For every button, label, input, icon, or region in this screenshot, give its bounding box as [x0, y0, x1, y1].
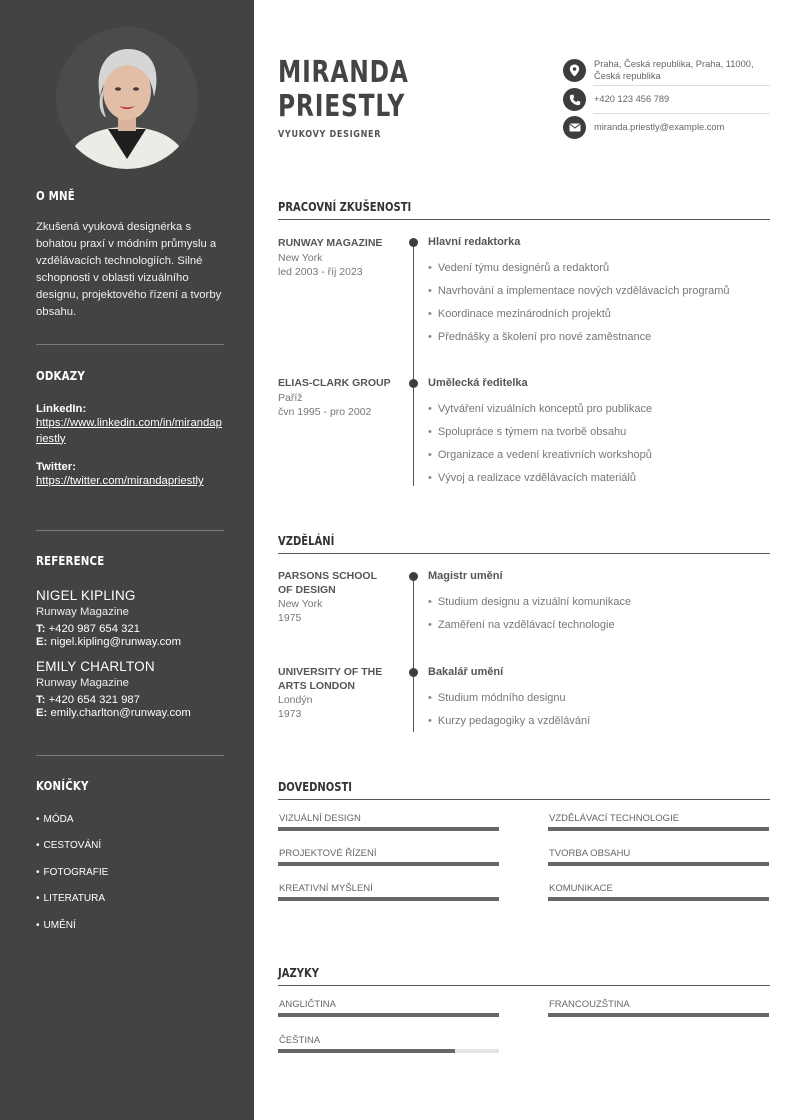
contact-email — [563, 116, 770, 139]
skill-bar-fill — [278, 862, 499, 866]
skill-bar-fill — [548, 897, 769, 901]
phone-label: T: — [36, 623, 46, 635]
hobby-item: • LITERATURA — [36, 893, 106, 905]
responsibility-list — [428, 397, 652, 490]
language-item — [278, 1035, 499, 1053]
hobby-item: • FOTOGRAFIE — [36, 866, 109, 878]
profile-photo — [56, 27, 198, 169]
list-item: • Vytváření vizuálních konceptů pro publikace — [428, 397, 652, 420]
language-item — [278, 999, 499, 1017]
skill-item — [548, 883, 769, 901]
skill-bar-fill — [548, 862, 769, 866]
linkedin-link[interactable]: https://www.linkedin.com/in/mirandapriestly — [36, 417, 222, 445]
school-name: UNIVERSITY OF THE ARTS LONDON — [278, 666, 383, 692]
hobbies-section — [36, 778, 224, 939]
skill-bar-fill — [548, 827, 769, 831]
contact-divider — [593, 85, 770, 86]
contact-phone — [563, 88, 770, 111]
experience-title: PRACOVNÍ ZKUŠENOSTI — [278, 199, 412, 214]
timeline-dot — [409, 572, 418, 581]
links-section — [36, 368, 224, 490]
responsibility-list — [428, 256, 730, 349]
education-org — [278, 570, 398, 625]
languages-title: JAZYKY — [278, 965, 319, 980]
reference-company: Runway Magazine — [36, 606, 129, 618]
org-dates: čvn 1995 - pro 2002 — [278, 405, 372, 418]
skill-bar — [548, 827, 769, 831]
degree-title: Magistr umění — [428, 570, 503, 582]
org-location: New York — [278, 251, 323, 264]
reference-item — [36, 659, 224, 719]
school-location: New York — [278, 598, 323, 610]
school-year: 1973 — [278, 708, 302, 720]
language-item — [548, 999, 769, 1017]
skill-label: KREATIVNÍ MYŠLENÍ — [279, 883, 373, 894]
twitter-link[interactable]: https://twitter.com/mirandapriestly — [36, 475, 204, 487]
org-location: Paříž — [278, 391, 303, 404]
school-location: Londýn — [278, 694, 313, 706]
skill-bar — [548, 862, 769, 866]
study-list — [428, 590, 631, 636]
reference-email: emily.charlton@runway.com — [50, 707, 191, 719]
skill-bar — [278, 897, 499, 901]
skill-item — [278, 813, 499, 831]
sidebar — [0, 0, 254, 1120]
about-section — [36, 188, 224, 321]
education-org — [278, 666, 398, 721]
skill-label: TVORBA OBSAHU — [549, 848, 631, 859]
language-bar — [548, 1013, 769, 1017]
list-item: • Přednášky a školení pro nové zaměstnance — [428, 326, 730, 349]
reference-phone: +420 654 321 987 — [48, 694, 140, 706]
twitter-label: Twitter: — [36, 461, 76, 473]
email-text: miranda.priestly@example.com — [594, 122, 725, 132]
study-list — [428, 686, 590, 732]
reference-name: NIGEL KIPLING — [36, 588, 136, 603]
position-title: Hlavní redaktorka — [428, 236, 521, 248]
skill-bar — [278, 862, 499, 866]
list-item: • Navrhování a implementace nových vzdělávacích programů — [428, 279, 730, 302]
language-label: ČEŠTINA — [279, 1035, 321, 1046]
envelope-icon — [563, 116, 586, 139]
hobby-item: • CESTOVÁNÍ — [36, 840, 102, 852]
list-item: • Vývoj a realizace vzdělávacích materiálů — [428, 467, 652, 490]
person-name — [278, 56, 409, 124]
timeline-line — [413, 242, 414, 486]
skill-label: KOMUNIKACE — [549, 883, 613, 894]
linkedin-label: LinkedIn: — [36, 403, 87, 415]
reference-name: EMILY CHARLTON — [36, 659, 155, 674]
section-divider — [278, 219, 770, 220]
skill-item — [278, 883, 499, 901]
about-title: O MNĚ — [36, 188, 75, 203]
skill-bar-fill — [278, 827, 499, 831]
hobby-item: • MÓDA — [36, 813, 74, 825]
language-bar-fill — [278, 1013, 499, 1017]
location-pin-icon — [563, 59, 586, 82]
org-name: RUNWAY MAGAZINE — [278, 237, 383, 249]
school-name: PARSONS SCHOOL OF DESIGN — [278, 570, 377, 596]
section-divider — [278, 799, 770, 800]
language-label: ANGLIČTINA — [279, 999, 337, 1010]
skill-bar-fill — [278, 897, 499, 901]
skill-label: PROJEKTOVÉ ŘÍZENÍ — [279, 848, 377, 859]
education-title: VZDĚLÁNÍ — [278, 533, 335, 548]
sidebar-divider — [36, 755, 224, 756]
skill-item — [548, 848, 769, 866]
about-text: Zkušená vyuková designérka s bohatou praxí v módním průmyslu a vzdělávacích technologiích. Silné schopnosti v oblasti vizuálního designu, projektového řízení a tvorby obsahu. — [36, 221, 222, 318]
reference-phone: +420 987 654 321 — [48, 623, 140, 635]
contact-address — [563, 59, 770, 82]
phone-label: T: — [36, 694, 46, 706]
phone-text: +420 123 456 789 — [594, 94, 670, 104]
position-title: Umělecká ředitelka — [428, 377, 528, 389]
contact-divider — [593, 113, 770, 114]
phone-icon — [563, 88, 586, 111]
reference-email: nigel.kipling@runway.com — [50, 636, 181, 648]
references-section — [36, 553, 224, 719]
hobby-item: • UMĚNÍ — [36, 919, 76, 931]
references-title: REFERENCE — [36, 553, 105, 568]
list-item: • Vedení týmu designérů a redaktorů — [428, 256, 730, 279]
list-item: • Studium módního designu — [428, 686, 590, 709]
experience-org — [278, 377, 398, 419]
list-item: • Zaměření na vzdělávací technologie — [428, 613, 631, 636]
section-divider — [278, 553, 770, 554]
language-bar-fill — [548, 1013, 769, 1017]
links-title: ODKAZY — [36, 368, 85, 383]
email-label: E: — [36, 707, 48, 719]
reference-company: Runway Magazine — [36, 677, 129, 689]
skills-title: DOVEDNOSTI — [278, 779, 353, 794]
section-divider — [278, 985, 770, 986]
timeline-line — [413, 576, 414, 732]
job-role: VYUKOVY DESIGNER — [278, 129, 382, 140]
list-item: • Koordinace mezinárodních projektů — [428, 302, 730, 325]
degree-title: Bakalář umění — [428, 666, 504, 678]
sidebar-divider — [36, 530, 224, 531]
name-last: PRIESTLY — [278, 89, 406, 124]
language-label: FRANCOUZŠTINA — [549, 999, 630, 1010]
list-item: • Spolupráce s týmem na tvorbě obsahu — [428, 420, 652, 443]
school-year: 1975 — [278, 612, 302, 624]
hobbies-title: KONÍČKY — [36, 778, 89, 793]
name-first: MIRANDA — [278, 55, 409, 90]
org-name: ELIAS-CLARK GROUP — [278, 377, 391, 389]
timeline-dot — [409, 238, 418, 247]
timeline-dot — [409, 379, 418, 388]
skill-label: VIZUÁLNÍ DESIGN — [279, 813, 361, 824]
email-label: E: — [36, 636, 48, 648]
language-bar-fill — [278, 1049, 455, 1053]
language-bar — [278, 1049, 499, 1053]
address-text: Praha, Česká republika, Praha, 11000, Česká republika — [594, 59, 754, 81]
org-dates: led 2003 - říj 2023 — [278, 265, 363, 278]
portrait-image — [56, 27, 198, 169]
list-item: • Studium designu a vizuální komunikace — [428, 590, 631, 613]
list-item: • Organizace a vedení kreativních workshopů — [428, 443, 652, 466]
skill-bar — [278, 827, 499, 831]
timeline-dot — [409, 668, 418, 677]
sidebar-divider — [36, 344, 224, 345]
skill-item — [548, 813, 769, 831]
experience-org — [278, 237, 398, 279]
list-item: • Kurzy pedagogiky a vzdělávání — [428, 709, 590, 732]
skill-label: VZDĚLÁVACÍ TECHNOLOGIE — [549, 813, 680, 824]
language-bar — [278, 1013, 499, 1017]
reference-item — [36, 588, 224, 648]
skill-bar — [548, 897, 769, 901]
skill-item — [278, 848, 499, 866]
